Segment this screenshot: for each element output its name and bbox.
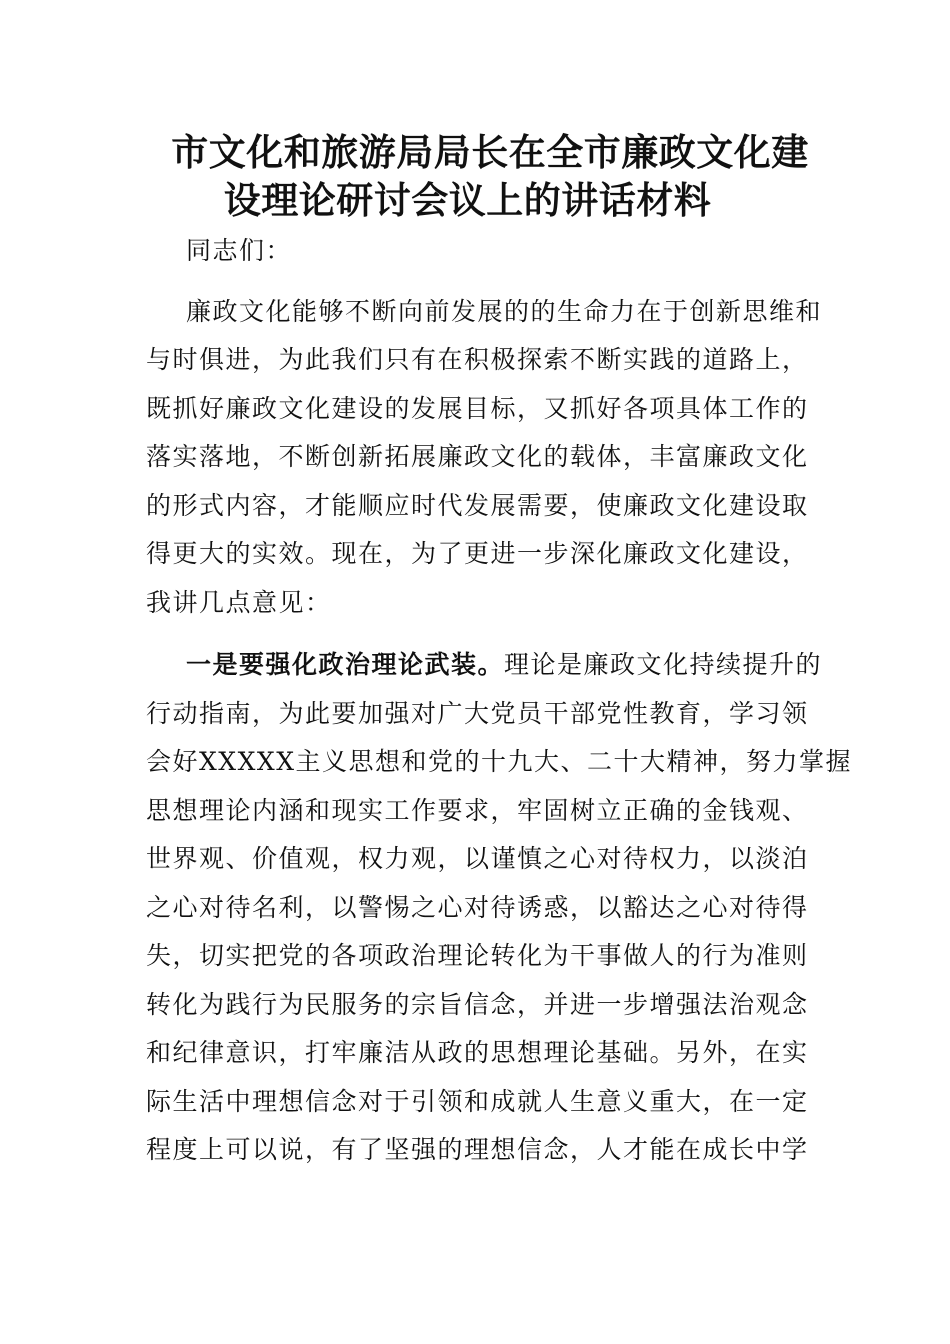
paragraph-line: 转化为践行为民服务的宗旨信念，并进一步增强法治观念 <box>146 989 809 1019</box>
document-title <box>140 128 840 224</box>
paragraph-line: 既抓好廉政文化建设的发展目标，又抓好各项具体工作的 <box>146 393 809 423</box>
paragraph-1 <box>146 288 823 628</box>
paragraph-2 <box>146 641 852 1175</box>
paragraph-line: 得更大的实效。现在，为了更进一步深化廉政文化建设， <box>146 539 809 568</box>
paragraph-line: 程度上可以说，有了坚强的理想信念，人才能在成长中学 <box>146 1135 809 1164</box>
title-line-2: 设理论研讨会议上的讲话材料 <box>223 178 712 222</box>
paragraph-line: 与时俱进，为此我们只有在积极探索不断实践的道路上， <box>146 345 809 374</box>
title-line-1: 市文化和旅游局局长在全市廉政文化建 <box>171 130 809 174</box>
paragraph-line: 我讲几点意见： <box>146 587 332 617</box>
paragraph-line: 际生活中理想信念对于引领和成就人生意义重大，在一定 <box>146 1086 809 1116</box>
paragraph-line: 落实落地，不断创新拓展廉政文化的载体，丰富廉政文化 <box>146 442 809 471</box>
paragraph-line: 廉政文化能够不断向前发展的的生命力在于创新思维和 <box>186 296 823 326</box>
paragraph-heading-rest: 理论是廉政文化持续提升的 <box>504 650 823 679</box>
paragraph-line: 行动指南，为此要加强对广大党员干部党性教育，学习领 <box>146 698 809 728</box>
paragraph-line: 和纪律意识，打牢廉洁从政的思想理论基础。另外，在实 <box>146 1038 809 1067</box>
document-body <box>146 227 852 1175</box>
paragraph-line <box>146 641 823 690</box>
paragraph-line: 世界观、价值观，权力观，以谨慎之心对待权力，以淡泊 <box>146 844 809 873</box>
paragraph-line: 失，切实把党的各项政治理论转化为干事做人的行为准则 <box>146 941 809 970</box>
paragraph-line: 思想理论内涵和现实工作要求，牢固树立正确的金钱观、 <box>146 795 809 825</box>
paragraph-line: 的形式内容，才能顺应时代发展需要，使廉政文化建设取 <box>146 490 809 520</box>
salutation: 同志们： <box>186 236 293 265</box>
paragraph-heading: 一是要强化政治理论武装。 <box>186 650 505 679</box>
paragraph-line: 会好XXXXX主义思想和党的十九大、二十大精神，努力掌握 <box>146 747 852 776</box>
paragraph-line: 之心对待名利，以警惕之心对待诱惑，以豁达之心对待得 <box>146 892 809 922</box>
